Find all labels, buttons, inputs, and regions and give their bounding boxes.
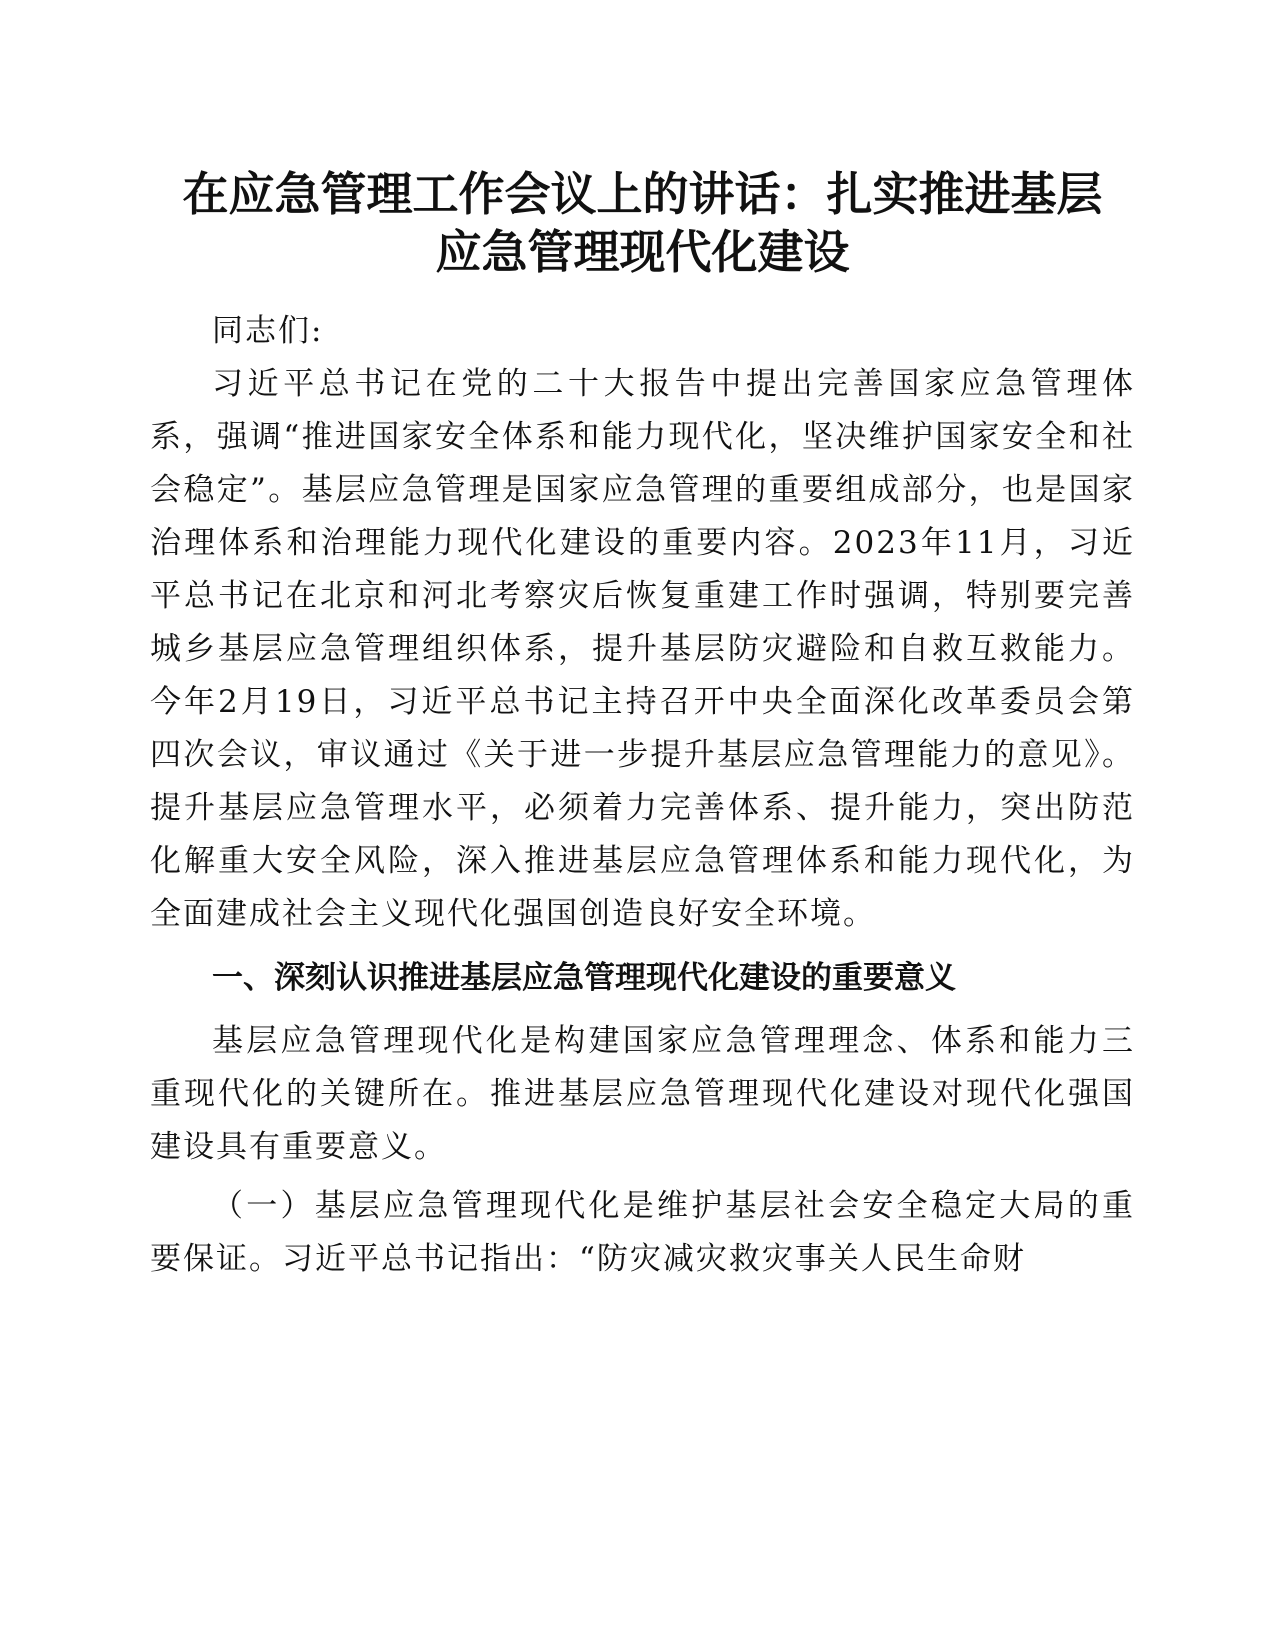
spacer <box>150 941 1135 947</box>
paragraph-subsection-1: （一）基层应急管理现代化是维护基层社会安全稳定大局的重要保证。习近平总书记指出：“防灾减灾救灾事关人民生命财 <box>150 1188 1135 1277</box>
paragraph-intro: 习近平总书记在党的二十大报告中提出完善国家应急管理体系，强调“推进国家安全体系和能力现代化，坚决维护国家安全和社会稳定”。基层应急管理是国家应急管理的重要组成部分，也是国家治理体系和治理能力现代化建设的重要内容。2023年11月，习近平总书记在北京和河北考察灾后恢复重建工作时强调，特别要完善城乡基层应急管理组织体系，提升基层防灾避险和自救互救能力。今年2月19日，习近平总书记主持召开中央全面深化改革委员会第四次会议，审议通过《关于进一步提升基层应急管理能力的意见》。提升基层应急管理水平，必须着力完善体系、提升能力，突出防范化解重大安全风险，深入推进基层应急管理体系和能力现代化，为全面建成社会主义现代化强国创造良好安全环境。 <box>150 366 1135 932</box>
section-heading-1: 一、深刻认识推进基层应急管理现代化建设的重要意义 <box>212 960 956 996</box>
paragraph-section-1: 基层应急管理现代化是构建国家应急管理理念、体系和能力三重现代化的关键所在。推进基层应急管理现代化建设对现代化强国建设具有重要意义。 <box>150 1023 1135 1165</box>
document-title <box>150 165 1135 281</box>
title-line-2: 应急管理现代化建设 <box>435 225 850 279</box>
document-page <box>150 165 1135 1286</box>
title-line-1: 在应急管理工作会议上的讲话：扎实推进基层 <box>182 167 1103 221</box>
salutation: 同志们: <box>212 313 324 349</box>
